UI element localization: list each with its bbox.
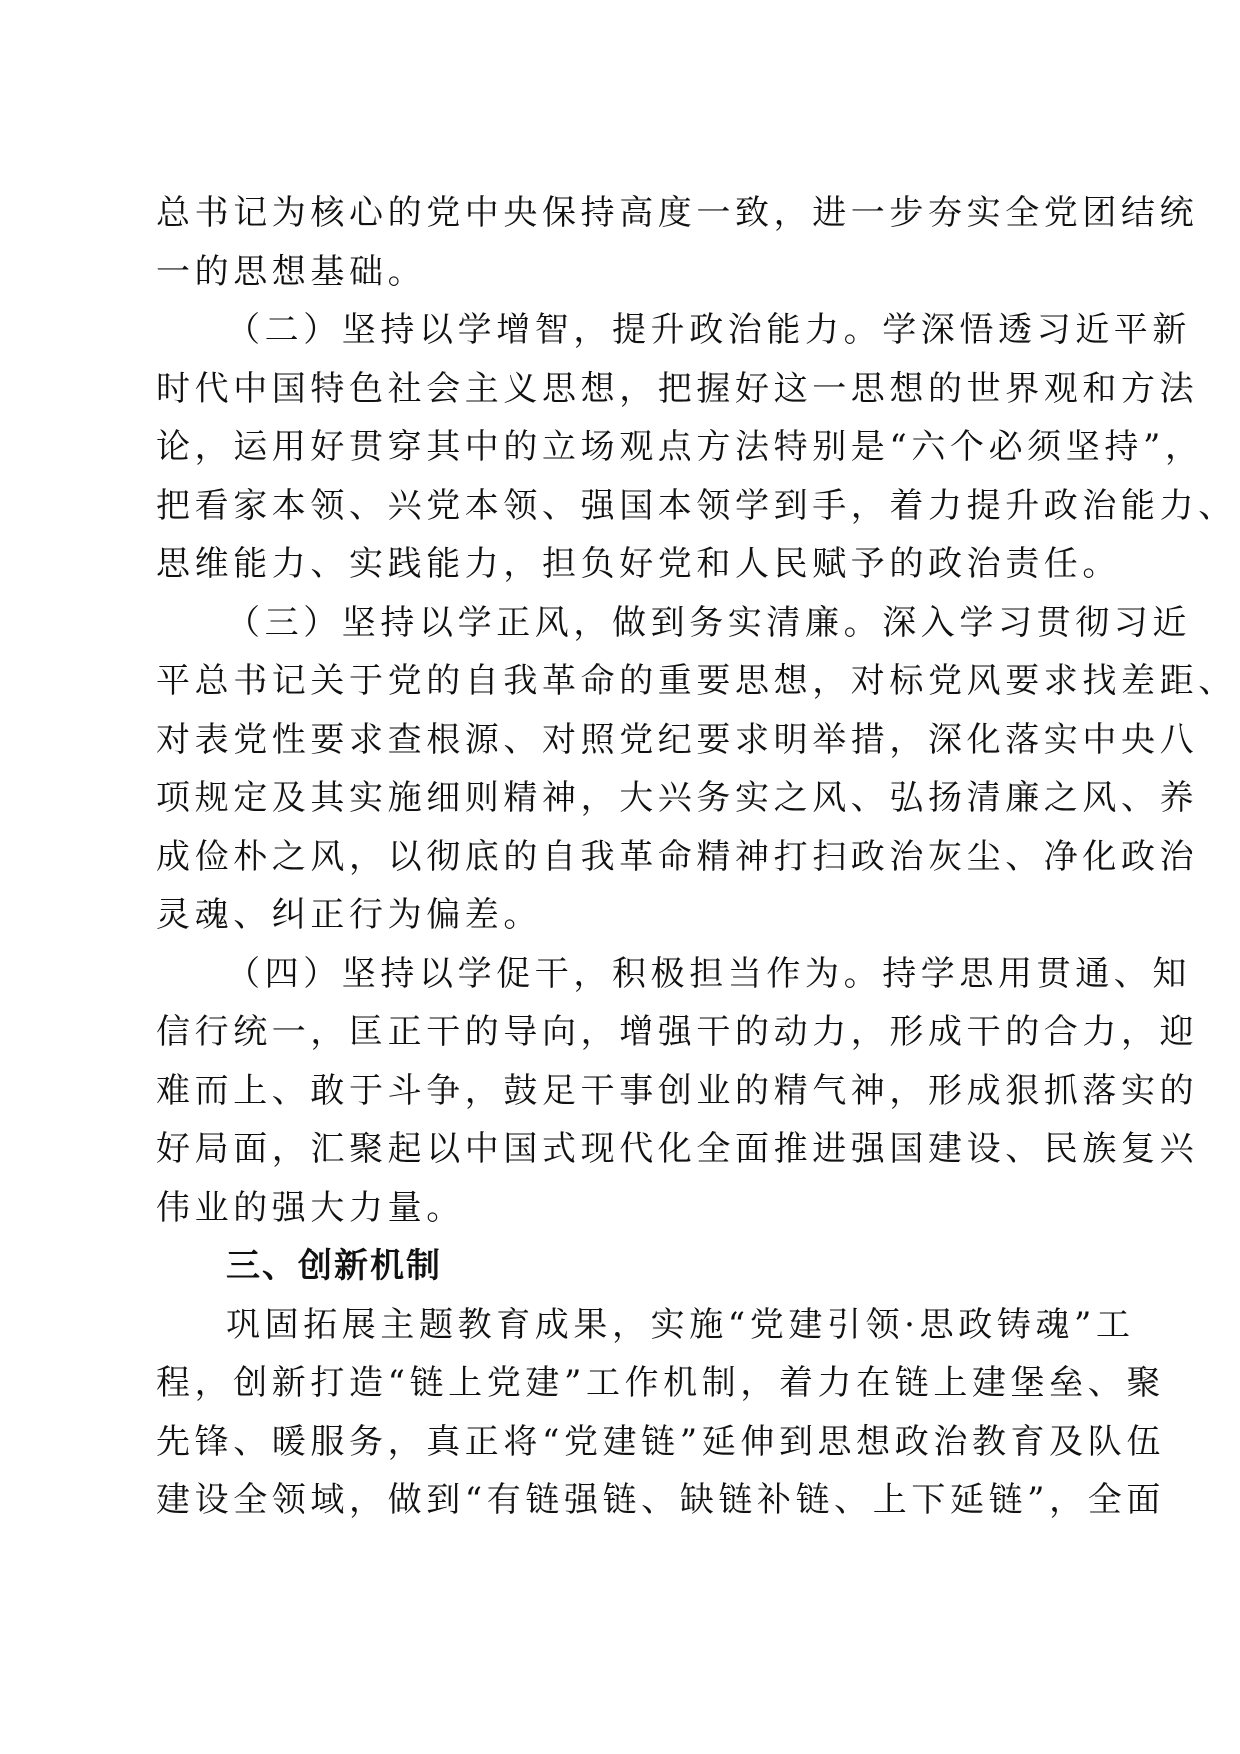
body-line: 成俭朴之风，以彻底的自我革命精神打扫政治灰尘、净化政治 xyxy=(156,836,1199,877)
paragraph-start-line: （三）坚持以学正风，做到务实清廉。深入学习贯彻习近 xyxy=(226,602,1191,643)
body-line: 思维能力、实践能力，担负好党和人民赋予的政治责任。 xyxy=(156,544,1121,584)
body-line: 程，创新打造“链上党建”工作机制，着力在链上建堡垒、聚 xyxy=(156,1363,1165,1403)
body-line: 把看家本领、兴党本领、强国本领学到手，着力提升政治能力、 xyxy=(156,485,1237,526)
body-line: 论，运用好贯穿其中的立场观点方法特别是“六个必须坚持”， xyxy=(156,427,1204,467)
body-line: 时代中国特色社会主义思想，把握好这一思想的世界观和方法 xyxy=(156,368,1199,409)
body-line: 信行统一，匡正干的导向，增强干的动力，形成干的合力，迎 xyxy=(156,1012,1199,1052)
body-line: 项规定及其实施细则精神，大兴务实之风、弘扬清廉之风、养 xyxy=(156,778,1199,818)
body-line: 好局面，汇聚起以中国式现代化全面推进强国建设、民族复兴 xyxy=(156,1129,1199,1169)
body-line: 平总书记关于党的自我革命的重要思想，对标党风要求找差距、 xyxy=(156,661,1237,701)
body-line: 难而上、敢于斗争，鼓足干事创业的精气神，形成狠抓落实的 xyxy=(156,1070,1199,1111)
body-line: 总书记为核心的党中央保持高度一致，进一步夯实全党团结统 xyxy=(156,193,1199,233)
body-line: 灵魂、纠正行为偏差。 xyxy=(156,895,542,935)
document-body xyxy=(156,184,1237,1530)
paragraph-start-line: （四）坚持以学促干，积极担当作为。持学思用贯通、知 xyxy=(226,953,1191,994)
body-line: 对表党性要求查根源、对照党纪要求明举措，深化落实中央八 xyxy=(156,719,1199,760)
body-line: 一的思想基础。 xyxy=(156,251,427,292)
body-line: 先锋、暖服务，真正将“党建链”延伸到思想政治教育及队伍 xyxy=(156,1421,1165,1462)
section-heading: 三、创新机制 xyxy=(226,1246,442,1286)
body-line: 伟业的强大力量。 xyxy=(156,1187,465,1228)
body-line: 建设全领域，做到“有链强链、缺链补链、上下延链”，全面 xyxy=(156,1480,1165,1520)
paragraph-start-line: （二）坚持以学增智，提升政治能力。学深悟透习近平新 xyxy=(226,310,1191,350)
paragraph-start-line: 巩固拓展主题教育成果，实施“党建引领·思政铸魂”工 xyxy=(226,1304,1135,1345)
